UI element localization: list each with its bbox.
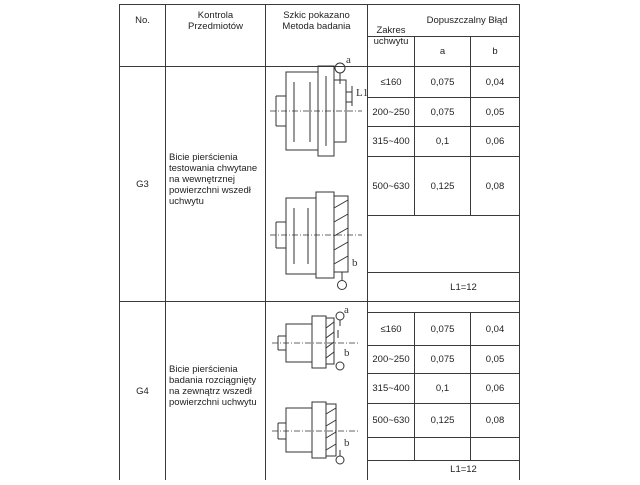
g3-sketch-label-a: a: [346, 54, 351, 66]
g4-b-2: 0,05: [485, 354, 505, 365]
g4-b-4: 0,08: [485, 415, 505, 426]
g3-note: L1=12: [450, 281, 477, 293]
g4-range-4: 500~630: [372, 415, 410, 426]
g4-sketch-label-b: b: [344, 347, 350, 359]
g3-b-1: 0,04: [485, 76, 505, 88]
g3-b-3: 0,06: [485, 136, 505, 147]
g4-range-2: 200~250: [372, 354, 410, 365]
g4-description: Bicie pierścienia badania rozciągnięty na zewnątrz wszedł powierzchni uchwytu: [169, 364, 257, 408]
header-no: No.: [135, 15, 150, 26]
g4-sketch-label-a: a: [344, 304, 349, 316]
g4-b-3: 0,06: [485, 383, 505, 394]
g3-range-2: 200~250: [372, 106, 410, 118]
g3-b-2: 0,05: [485, 106, 505, 118]
header-szkic: Szkic pokazano Metoda badania: [282, 9, 351, 32]
header-sub-a: a: [439, 46, 446, 57]
g4-b-1: 0,04: [485, 323, 505, 335]
g3-sketch-top: [270, 52, 369, 164]
g3-description: Bicie pierścienia testowania chwytane na wewnętrznej powierzchni wszedł uchwytu: [169, 151, 258, 207]
g4-sketch-label-b2: b: [344, 437, 350, 449]
header-blad: Dopuszczalny Błąd: [426, 15, 508, 26]
g4-number: G4: [136, 385, 149, 397]
g3-range-1: ≤160: [380, 76, 402, 88]
g3-a-2: 0,075: [430, 106, 455, 118]
g3-a-1: 0,075: [430, 76, 455, 88]
g4-note: L1=12: [450, 464, 477, 475]
g4-sketch-top: [272, 304, 364, 374]
g3-a-4: 0,125: [430, 180, 455, 192]
g3-range-3: 315~400: [372, 136, 410, 147]
header-sub-b: b: [492, 46, 498, 57]
g4-sketch-bottom: [272, 392, 364, 470]
g4-a-4: 0,125: [430, 415, 455, 426]
g3-a-3: 0,1: [435, 136, 450, 147]
g3-number: G3: [136, 178, 149, 190]
header-kontrola: Kontrola Przedmiotów: [188, 9, 243, 32]
g3-sketch-label-l1: L1: [356, 87, 369, 99]
g3-range-4: 500~630: [372, 180, 410, 192]
g3-sketch-bottom: [270, 186, 366, 290]
g4-range-1: ≤160: [380, 323, 402, 335]
g3-sketch-label-b: b: [352, 257, 358, 269]
g4-range-3: 315~400: [372, 383, 410, 394]
g4-a-3: 0,1: [435, 383, 450, 394]
g3-b-4: 0,08: [485, 180, 505, 192]
header-zakres: Zakres uchwytu: [373, 24, 409, 47]
g4-a-2: 0,075: [430, 354, 455, 365]
g4-a-1: 0,075: [430, 323, 455, 335]
